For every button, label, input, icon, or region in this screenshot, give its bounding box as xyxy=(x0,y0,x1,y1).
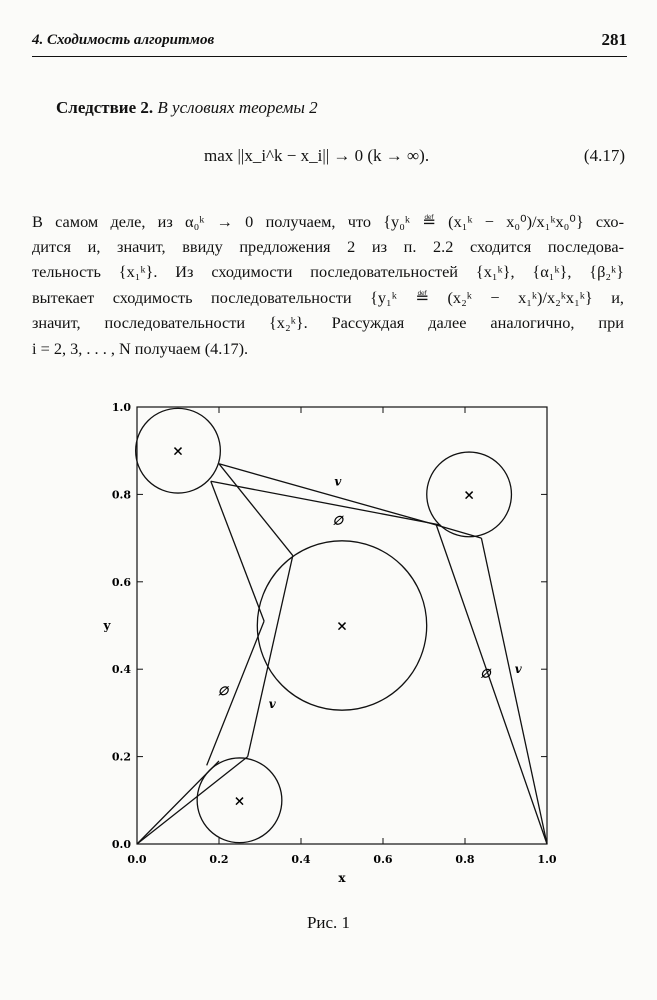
path-label-0: v xyxy=(334,474,342,489)
y-tick-label: 0.0 xyxy=(111,838,131,851)
path-label-1: ∅ xyxy=(332,513,344,528)
path-label-5: v xyxy=(514,662,522,677)
x-tick-label: 0.0 xyxy=(127,853,147,866)
corollary-body: В условиях теоремы 2 xyxy=(157,98,318,117)
equation-number: (4.17) xyxy=(583,146,625,165)
x-tick-label: 0.2 xyxy=(209,853,229,866)
path-segment-8 xyxy=(436,525,547,844)
page-number: 281 xyxy=(601,30,627,49)
x-axis-label: x xyxy=(338,871,346,885)
x-tick-label: 0.4 xyxy=(291,853,311,866)
paragraph-line: вытекает сходимость последовательности {y₁ᵏ ≝ (x₂ᵏ − x₁ᵏ)/x₂ᵏx₁ᵏ} и, xyxy=(32,288,624,307)
path-segment-4 xyxy=(211,481,264,621)
y-tick-label: 0.4 xyxy=(111,663,131,677)
path-segment-0 xyxy=(137,761,219,844)
center-marker: × xyxy=(336,618,348,635)
path-label-3: v xyxy=(268,697,276,712)
path-segment-7 xyxy=(219,464,436,525)
path-segment-2 xyxy=(207,621,264,765)
path-segment-3 xyxy=(248,556,293,757)
path-label-2: ∅ xyxy=(217,684,229,699)
y-tick-label: 0.6 xyxy=(111,575,131,589)
x-tick-label: 1.0 xyxy=(537,853,557,866)
paragraph-line: В самом деле, из α₀ᵏ → 0 получаем, что {y₀ᵏ ≝ (x₁ᵏ − x₀⁰)/x₁ᵏx₀⁰} схо- xyxy=(32,212,624,231)
formula-4-17: max ||x_i^k − x_i|| → 0 (k → ∞). xyxy=(204,146,430,165)
path-segment-6 xyxy=(211,481,441,525)
path-label-4: ∅ xyxy=(480,666,491,681)
figure-caption: Рис. 1 xyxy=(306,913,351,932)
corollary-statement xyxy=(56,98,318,118)
y-axis-label: y xyxy=(103,618,111,633)
y-tick-label: 0.2 xyxy=(111,750,131,764)
center-marker: × xyxy=(233,793,246,810)
path-segment-9 xyxy=(481,538,547,844)
y-tick-label: 0.8 xyxy=(111,488,131,502)
figure-1-plot xyxy=(80,392,600,892)
x-tick-label: 0.6 xyxy=(373,853,393,866)
paragraph-line: значит, последовательности {x₂ᵏ}. Рассуждая далее аналогично, при xyxy=(32,313,624,332)
path-segment-5 xyxy=(219,464,293,556)
center-marker: × xyxy=(463,487,475,504)
center-marker: × xyxy=(172,443,184,460)
page-header xyxy=(32,30,627,57)
paragraph-line: i = 2, 3, . . . , N получаем (4.17). xyxy=(32,339,249,358)
path-segment-1 xyxy=(137,757,248,844)
x-tick-label: 0.8 xyxy=(455,853,475,866)
paragraph-line: тельность {x₁ᵏ}. Из сходимости последовательностей {x₁ᵏ}, {α₁ᵏ}, {β₂ᵏ} xyxy=(32,262,624,281)
section-title: 4. Сходимость алгоритмов xyxy=(32,32,215,48)
corollary-title: Следствие 2. xyxy=(56,98,154,117)
y-tick-label: 1.0 xyxy=(111,401,131,414)
paragraph-line: дится и, значит, ввиду предложения 2 из п. 2.2 сходится последова- xyxy=(32,237,624,256)
